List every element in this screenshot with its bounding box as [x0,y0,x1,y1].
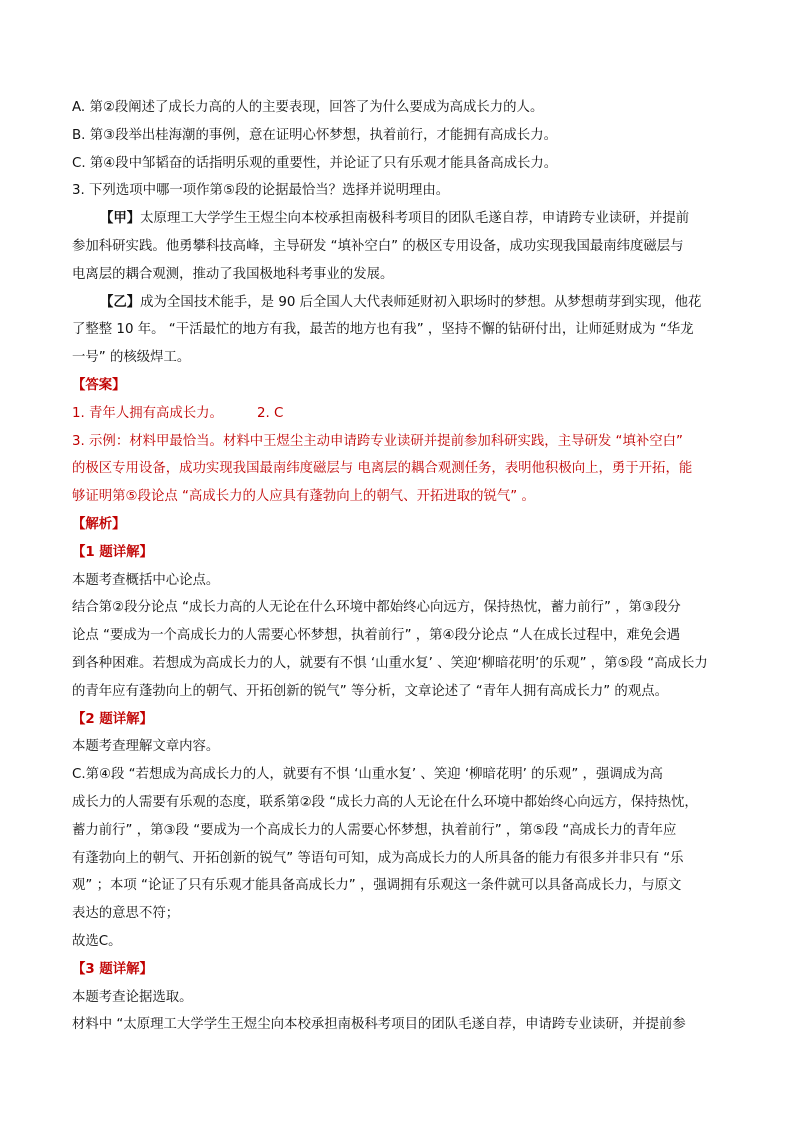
q2-line-1: 本题考查理解文章内容。 [72,739,220,755]
document-page [72,94,724,1039]
q2-line-4: 蓄力前行” ，第③段 “要成为一个高成长力的人需要心怀梦想，执着前行” ，第⑤段 “高成长力的青年应 [72,822,677,838]
option-a: A. 第②段阐述了成长力高的人的主要表现，回答了为什么要成为高成长力的人。 [72,100,544,115]
q1-line-1: 本题考查概括中心论点。 [72,572,220,588]
material-yi-line-2: 了整整 10 年。 “干活最忙的地方有我，最苦的地方也有我” ，坚持不懈的钻研付出，让师延财成为 “华龙 [72,322,694,338]
material-yi-line-1: 【乙】成为全国技术能手，是 90 后全国人大代表师延财初入职场时的梦想。从梦想萌芽到实现，他花 [100,294,702,310]
option-b: B. 第③段举出桂海潮的事例，意在证明心怀梦想，执着前行，才能拥有高成长力。 [72,127,557,143]
q2-line-3: 成长力的人需要有乐观的态度，联系第②段 “成长力高的人无论在什么环境中都始终心向远方，保持热忱， [72,794,698,810]
material-yi-line-3: 一号” 的核级焊工。 [72,350,191,366]
q1-header: 【1 题详解】 [72,544,153,560]
material-yi-tag: 【乙】 [100,294,141,310]
material-jia-line-2: 参加科研实践。他勇攀科技高峰，主导研发 “填补空白” 的极区专用设备，成功实现我国最南纬度磁层与 [72,238,684,254]
material-jia-line-3: 电离层的耦合观测，推动了我国极地科考事业的发展。 [72,266,394,282]
q2-line-7: 表达的意思不符； [72,906,180,922]
material-jia-tag: 【甲】 [100,211,141,227]
q3-line-1: 本题考查论据选取。 [72,989,193,1005]
answer-header: 【答案】 [72,377,126,393]
q1-line-3: 论点 “要成为一个高成长力的人需要心怀梦想，执着前行” ，第④段分论点 “人在成长过程中，难免会遇 [72,628,680,644]
q3-header: 【3 题详解】 [72,961,153,977]
q2-line-2: C.第④段 “若想成为高成长力的人，就要有不惧 ‘山重水复’ 、笑迎 ‘柳暗花明’ 的乐观” ，强调成为高 [72,767,663,783]
answer-line-3c: 够证明第⑤段论点 “高成长力的人应具有蓬勃向上的朝气、开拓进取的锐气” 。 [72,489,535,505]
q2-line-5: 有蓬勃向上的朝气、开拓创新的锐气” 等语句可知，成为高成长力的人所具备的能力有很多并非只有 “乐 [72,850,684,866]
material-jia-line-1: 【甲】太原理工大学学生王煜尘向本校承担南极科考项目的团队毛遂自荐，申请跨专业读研，并提前 [100,211,690,227]
q1-line-4: 到各种困难。若想成为高成长力的人，就要有不惧 ‘山重水复’ 、笑迎‘柳暗花明’的乐观” ，第⑤段 “高成长力 [72,655,708,671]
q1-line-5: 的青年应有蓬勃向上的朝气、开拓创新的锐气” 等分析，文章论述了 “青年人拥有高成长力” 的观点。 [72,683,668,699]
question-3: 3. 下列选项中哪一项作第⑤段的论据最恰当？选择并说明理由。 [72,183,450,199]
option-c: C. 第④段中邹韬奋的话指明乐观的重要性，并论证了只有乐观才能具备高成长力。 [72,155,558,171]
q2-line-8: 故选C。 [72,933,122,949]
q2-line-6: 观” ；本项 “论证了只有乐观才能具备高成长力” ，强调拥有乐观这一条件就可以具备高成长力，与原文 [72,878,682,894]
q3-line-2: 材料中 “太原理工大学学生王煜尘向本校承担南极科考项目的团队毛遂自荐，申请跨专业读研，并提前参 [72,1017,686,1033]
q2-header: 【2 题详解】 [72,711,153,727]
answer-line-3b: 的极区专用设备，成功实现我国最南纬度磁层与 电离层的耦合观测任务，表明他积极向上，勇于开拓，能 [72,461,693,477]
analysis-header: 【解析】 [72,516,126,532]
answer-line-3a: 3. 示例：材料甲最恰当。材料中王煜尘主动申请跨专业读研并提前参加科研实践，主导研发 “填补空白” [72,433,683,449]
answer-line-1: 1. 青年人拥有高成长力。 2. C [72,405,284,421]
q1-line-2: 结合第②段分论点 “成长力高的人无论在什么环境中都始终心向远方，保持热忱，蓄力前行” ，第③段分 [72,600,681,616]
